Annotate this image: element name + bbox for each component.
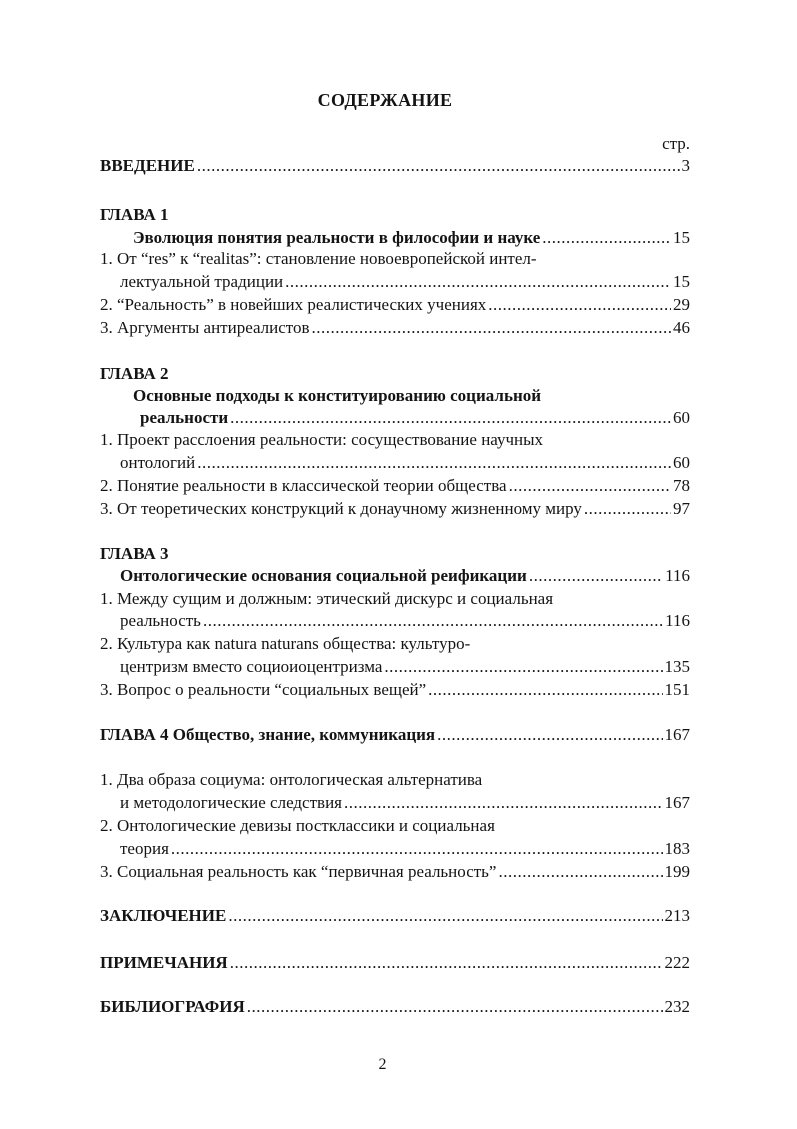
chapter-2-section-1-line1: 1. Проект расслоения реальности: сосуществование научных (100, 430, 544, 449)
toc-entry-bibliography: БИБЛИОГРАФИЯ ..... 232 (100, 997, 690, 1019)
chapter-3-section-2: центризм вместо социоиоцентризма ..... 135 (120, 657, 690, 679)
chapter-1-section-2: 2. “Реальность” в новейших реалистических учениях ..... 29 (100, 295, 690, 317)
toc-entry-notes: ПРИМЕЧАНИЯ ..... 222 (100, 953, 690, 975)
chapter-3-section-1: реальность ..... 116 (120, 611, 690, 633)
chapter-2-section-3: 3. От теоретических конструкций к донаучному жизненному миру ..... 97 (100, 499, 690, 521)
chapter-3-section-1-line1: 1. Между сущим и должным: этический дискурс и социальная (100, 589, 554, 608)
chapter-2-title-line1: Основные подходы к конституированию социальной (133, 386, 542, 405)
chapter-3-heading: ГЛАВА 3 (100, 544, 169, 563)
chapter-4-section-1: и методологические следствия ..... 167 (120, 793, 690, 815)
chapter-1-title: Эволюция понятия реальности в философии и науке ..... 15 (133, 228, 690, 250)
page-number: 2 (378, 1056, 387, 1073)
chapter-2-heading: ГЛАВА 2 (100, 364, 169, 383)
chapter-1-section-1-line1: 1. От “res” к “realitas”: становление новоевропейской интел- (100, 249, 537, 268)
chapter-4-section-2-line1: 2. Онтологические девизы постклассики и социальная (100, 816, 495, 835)
chapter-3-title: Онтологические основания социальной реификации ..... 116 (120, 566, 690, 588)
chapter-4-section-2: теория ..... 183 (120, 839, 690, 861)
chapter-2-title: реальности ..... 60 (140, 408, 690, 430)
chapter-3-section-2-line1: 2. Культура как natura naturans общества: культуро- (100, 634, 471, 653)
chapter-1-section-3: 3. Аргументы антиреалистов ..... 46 (100, 318, 690, 340)
toc-entry-introduction: ВВЕДЕНИЕ ..... 3 (100, 156, 690, 178)
chapter-4-section-1-line1: 1. Два образа социума: онтологическая альтернатива (100, 770, 483, 789)
chapter-2-section-2: 2. Понятие реальности в классической теории общества ..... 78 (100, 476, 690, 498)
toc-entry-conclusion: ЗАКЛЮЧЕНИЕ ..... 213 (100, 906, 690, 928)
chapter-4-section-3: 3. Социальная реальность как “первичная реальность” ..... 199 (100, 862, 690, 884)
chapter-1-heading: ГЛАВА 1 (100, 205, 169, 224)
page-title: СОДЕРЖАНИЕ (317, 90, 453, 110)
page-column-label: стр. (662, 134, 690, 153)
chapter-2-section-1: онтологий ..... 60 (120, 453, 690, 475)
chapter-4-title: ГЛАВА 4 Общество, знание, коммуникация ..... 167 (100, 725, 690, 747)
chapter-3-section-3: 3. Вопрос о реальности “социальных вещей” ..... 151 (100, 680, 690, 702)
chapter-1-section-1: лектуальной традиции ..... 15 (120, 272, 690, 294)
